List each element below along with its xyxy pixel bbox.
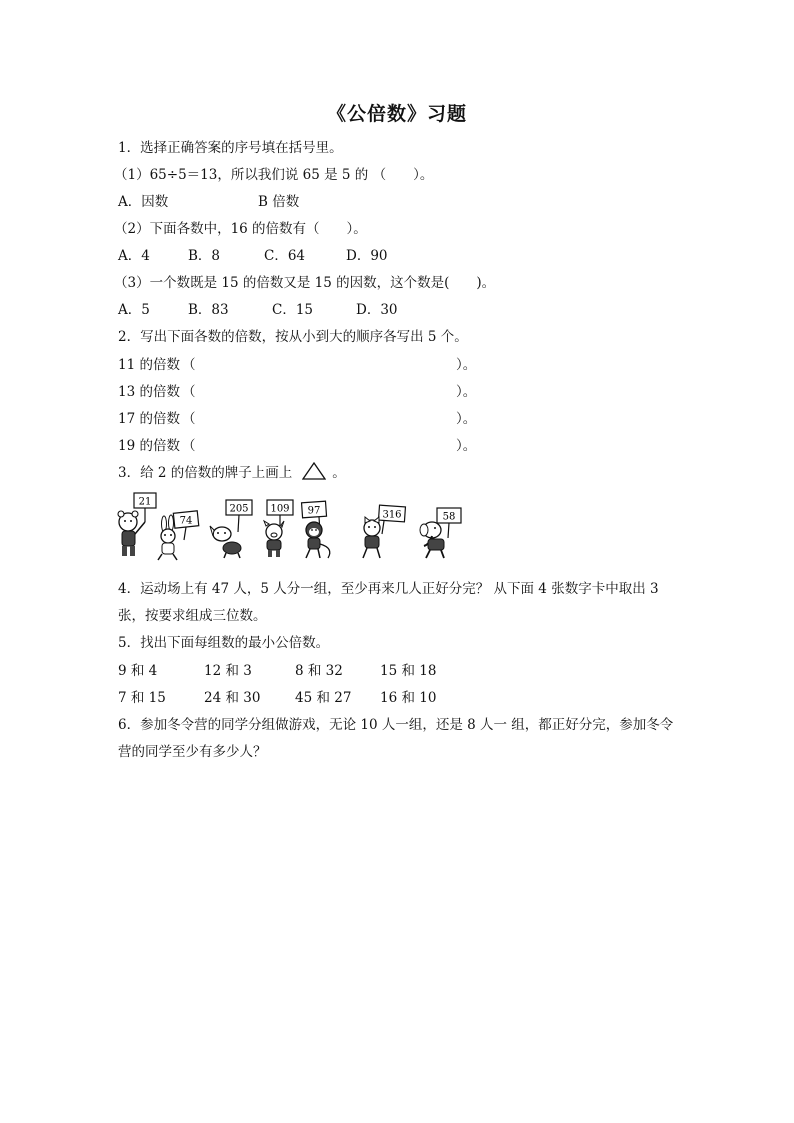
q1-p2-option-c: C．64 [264,248,306,264]
q2-row-close-bracket: ）。 [456,438,477,454]
sign-number: 74 [179,515,193,527]
sign-number: 97 [307,505,321,517]
q1-p2-option-d: D．90 [346,248,388,264]
q2-row-open-bracket: （ [182,384,196,400]
q1-p3-option-d: D．30 [356,302,398,318]
q5-pair: 45 和 27 [295,690,352,706]
dog-icon [210,526,241,558]
sign-number: 58 [442,511,456,523]
animal-signs-illustration [114,492,474,564]
q5-pair: 15 和 18 [380,663,437,679]
q2-row-open-bracket: （ [182,357,196,373]
q5-pair: 12 和 3 [204,663,252,679]
monkey-icon [306,522,330,558]
q2-row-close-bracket: ）。 [456,384,477,400]
q2-row-close-bracket: ）。 [456,411,477,427]
sign-number: 205 [229,503,249,515]
q1-heading: 1．选择正确答案的序号填在括号里。 [118,140,343,156]
q1-p3-option-c: C．15 [272,302,314,318]
animal-sign-card [226,500,252,532]
q6-text: 6．参加冬令营的同学分组做游戏，无论 10 人一组，还是 8 人一 组，都正好分完，参加冬令营的同学至少有多少人？ [118,717,674,760]
q1-p3-option-b: B．83 [188,302,229,318]
q3-heading-text: 3．给 2 的倍数的牌子上画上 [118,465,293,481]
elephant-icon [420,522,444,558]
q2-row-label: 11 的倍数 [118,357,180,373]
q3-heading-end: 。 [332,465,346,481]
pig-icon [264,521,284,557]
q2-row-open-bracket: （ [182,411,196,427]
q1-p2-stem: （2）下面各数中，16 的倍数有（ ）。 [114,221,367,237]
animal-sign-card [173,511,198,540]
page-title: 《公倍数》习题 [326,103,467,125]
q3-heading [118,462,346,485]
animal-sign-card [378,505,405,534]
q5-pair: 24 和 30 [204,690,261,706]
q1-p1-stem: （1）65÷5＝13，所以我们说 65 是 5 的 （ ）。 [114,167,434,183]
q5-pair: 7 和 15 [118,690,166,706]
q5-pair: 9 和 4 [118,663,158,679]
q5-heading: 5．找出下面每组数的最小公倍数。 [118,635,330,651]
q2-row-label: 13 的倍数 [118,384,180,400]
q2-row-close-bracket: ）。 [456,357,477,373]
q1-p2-option-b: B．8 [188,248,221,264]
animal-sign-card [134,493,156,522]
q1-p1-option-b: B 倍数 [258,194,300,210]
q4-text: 4．运动场上有 47 人，5 人分一组，至少再来几人正好分完？ 从下面 4 张数字卡中取出 3 张，按要求组成三位数。 [118,581,659,624]
animal-sign-card [267,500,293,526]
sign-number: 21 [138,496,152,508]
bear-icon [118,511,145,556]
q1-p3-option-a: A．5 [118,302,150,318]
triangle-icon [302,462,326,485]
sign-number: 109 [270,503,290,515]
q2-heading: 2．写出下面各数的倍数，按从小到大的顺序各写出 5 个。 [118,329,468,345]
q1-p2-option-a: A．4 [118,248,150,264]
q5-pair: 8 和 32 [295,663,343,679]
cat-icon [363,517,380,558]
sign-number: 316 [382,509,402,521]
q1-p3-stem: （3）一个数既是 15 的倍数又是 15 的因数，这个数是( )。 [114,275,496,291]
q2-row-label: 19 的倍数 [118,438,180,454]
q2-row-label: 17 的倍数 [118,411,180,427]
q1-p1-option-a: A．因数 [118,194,169,210]
q2-row-open-bracket: （ [182,438,196,454]
q5-pair: 16 和 10 [380,690,437,706]
